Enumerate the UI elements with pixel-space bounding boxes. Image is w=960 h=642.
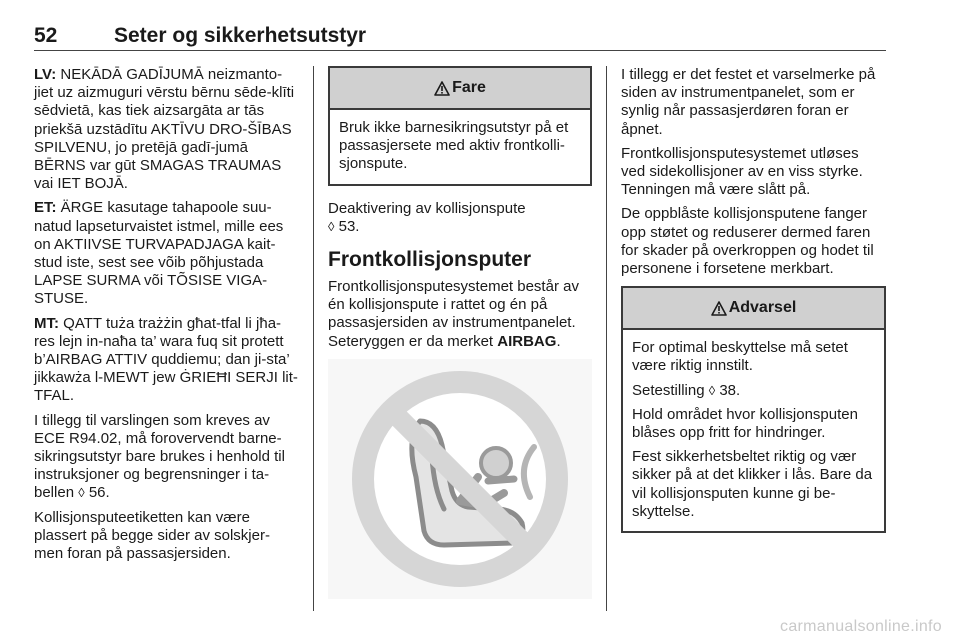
section-heading: Frontkollisjonsputer xyxy=(328,248,532,272)
column-left xyxy=(34,66,299,569)
paragraph-label-location: Kollisjonsputeetiketten kan være plassert på begge sider av solskjer-men foran på passasjersiden. xyxy=(34,508,270,563)
page-ref-arrow-icon[interactable]: ◊ xyxy=(78,485,85,501)
text-lv: NEKĀDĀ GADĪJUMĀ neizmanto-jiet uz aizmuguri vērstu bērnu sēde-klīti sēdvietā, kas tiek aizsargāta ar tās priekšā uzstādītu AKTĪVU DRO-ŠĪBAS SPILVENU, jo pretējā gadī-jumā BĒRNS var gūt SMAGAS TRAUMAS vai IET BOJĀ. xyxy=(34,66,295,193)
paragraph-mt xyxy=(34,315,299,406)
paragraph-lv xyxy=(34,66,299,193)
warning-box xyxy=(621,286,886,533)
watermark: carmanualsonline.info xyxy=(780,618,942,635)
airbag-label: AIRBAG xyxy=(497,332,557,350)
warning-title: Advarsel xyxy=(728,299,797,317)
chapter-title: Seter og sikkerhetsutstyr xyxy=(114,24,367,47)
no-child-seat-airbag-icon xyxy=(328,359,592,599)
warning-triangle-icon xyxy=(434,81,450,96)
text-et: ÄRGE kasutage tahapoole suu-natud lapseturvaistet istmel, mille ees on AKTIIVSE TURVAPADJAGA kait-stud iste, sest see võib põhjustada LAPSE SURMA või TÕSISE VIGA-STUSE. xyxy=(34,199,284,308)
text-mt: QATT tuża trażżin għat-tfal li jħa-res lejn in-naħa ta’ wara fuq sit protett b’AIRBAG ATTIV quddiemu; dan ji-sta’ jikkawża l-MEWT jew ĠRIEĦI SERJI lit-TFAL. xyxy=(34,314,298,405)
danger-box-body xyxy=(330,110,590,184)
page-ref-arrow-icon[interactable]: ◊ xyxy=(328,218,335,234)
column-middle xyxy=(328,66,592,599)
warning-text-area: Hold området hvor kollisjonsputen blåses opp fritt for hindringer. xyxy=(632,405,858,442)
danger-box-header xyxy=(330,68,590,110)
danger-text: Bruk ikke barnesikringsutstyr på et passasjersete med aktiv frontkolli-sjonspute. xyxy=(339,119,569,173)
page-ref[interactable]: 38. xyxy=(715,381,741,399)
page-number: 52 xyxy=(34,24,58,47)
lang-label-et: ET: xyxy=(34,199,57,217)
column-right xyxy=(621,66,886,533)
warning-text-belt: Fest sikkerhetsbeltet riktig og vær sikker på at det klikker i lås. Bare da vil kollisjonsputen kunne gi be-skyttelse. xyxy=(632,448,873,520)
paragraph-ece: I tillegg til varslingen som kreves av ECE R94.02, må forovervendt barne-sikringsutstyr bare brukes i henhold til instruksjoner og begrensninger i ta-bellen ◊ 56. xyxy=(34,411,285,502)
paragraph-warning-label: I tillegg er det festet et varselmerke på siden av instrumentpanelet, som er synlig når passasjerdøren foran er åpnet. xyxy=(621,66,876,138)
danger-box xyxy=(328,66,592,186)
column-divider xyxy=(313,66,314,611)
lang-label-mt: MT: xyxy=(34,314,59,332)
airbag-warning-illustration xyxy=(328,359,592,599)
page-ref[interactable]: 56. xyxy=(84,484,110,502)
page-header xyxy=(34,20,886,51)
deactivation-ref: Deaktivering av kollisjonspute ◊ 53. xyxy=(328,199,526,235)
warning-text-seat-position: Setestilling ◊ 38. xyxy=(632,381,741,399)
warning-text-seat: For optimal beskyttelse må setet være riktig innstilt. xyxy=(632,339,848,375)
paragraph-et xyxy=(34,199,299,308)
column-divider xyxy=(606,66,607,611)
warning-triangle-icon xyxy=(711,301,727,316)
paragraph-trigger: Frontkollisjonsputesystemet utløses ved sidekollisjoner av en viss styrke. Tenningen må være slått på. xyxy=(621,144,863,199)
paragraph-protection: De oppblåste kollisjonsputene fanger opp støtet og reduserer dermed faren for skader på overkroppen og hodet til personene i forsetene merkbart. xyxy=(621,205,874,278)
warning-box-body xyxy=(623,330,884,531)
danger-title: Fare xyxy=(452,78,486,96)
warning-box-header xyxy=(623,288,884,330)
page-ref-arrow-icon[interactable]: ◊ xyxy=(708,382,716,398)
page-ref[interactable]: 53. xyxy=(334,217,360,235)
section-body: Frontkollisjonsputesystemet består av én kollisjonspute i rattet og én på passasjersiden av instrumentpanelet. Seteryggen er da merket AIRBAG. xyxy=(328,278,579,350)
lang-label-lv: LV: xyxy=(34,66,57,83)
